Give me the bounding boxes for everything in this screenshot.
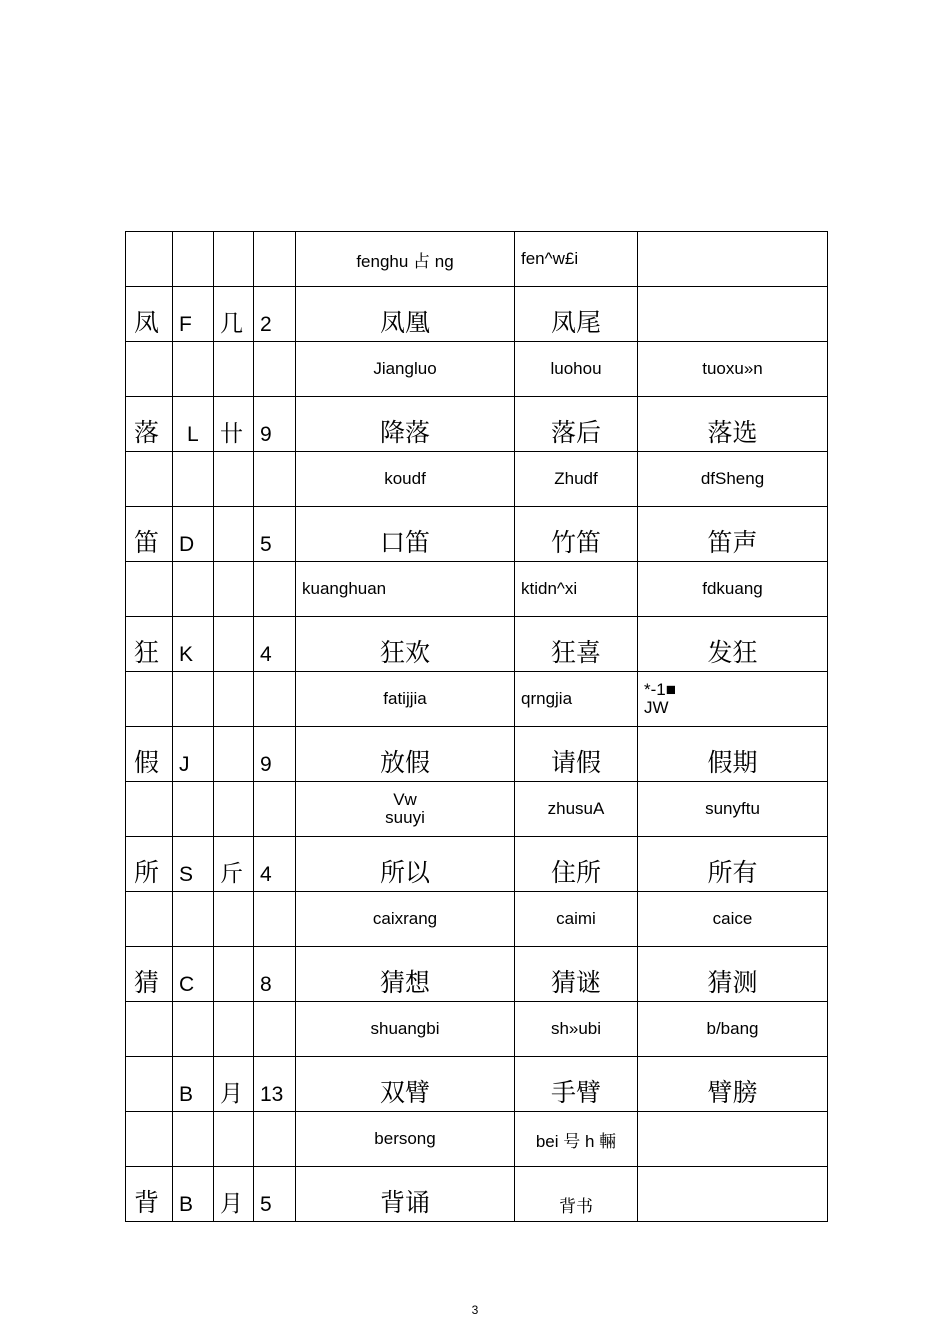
character-row [126, 287, 828, 342]
pinyin-cell-word-1: Vw suuyi [296, 782, 515, 837]
cell-word-3: 所有 [638, 837, 828, 892]
pinyin-cell-stroke-letter [173, 892, 214, 947]
cell-character: 假 [126, 727, 173, 782]
pinyin-cell-word-3: fdkuang [638, 562, 828, 617]
cell-stroke-count: 8 [254, 947, 296, 1002]
cell-radical [214, 617, 254, 672]
pinyin-cell-word-1: Jiangluo [296, 342, 515, 397]
character-row [126, 727, 828, 782]
cell-word-3: 猜测 [638, 947, 828, 1002]
cell-stroke-count: 5 [254, 507, 296, 562]
cell-word-2: 背书 [515, 1167, 638, 1222]
pinyin-cell-stroke-letter [173, 452, 214, 507]
pinyin-cell-stroke-letter [173, 232, 214, 287]
cell-word-2: 竹笛 [515, 507, 638, 562]
cell-stroke-letter: B [173, 1167, 214, 1222]
cell-word-3: 臂膀 [638, 1057, 828, 1112]
cell-stroke-count: 5 [254, 1167, 296, 1222]
pinyin-row [126, 342, 828, 397]
cell-stroke-letter: S [173, 837, 214, 892]
pinyin-cell-stroke-count [254, 782, 296, 837]
cell-word-1: 放假 [296, 727, 515, 782]
pinyin-cell-stroke-letter [173, 672, 214, 727]
pinyin-cell-word-3: caice [638, 892, 828, 947]
cell-character [126, 1057, 173, 1112]
pinyin-row [126, 892, 828, 947]
pinyin-cell-character [126, 892, 173, 947]
character-row [126, 507, 828, 562]
cell-word-3: 发狂 [638, 617, 828, 672]
cell-stroke-count: 13 [254, 1057, 296, 1112]
pinyin-cell-character [126, 782, 173, 837]
pinyin-cell-stroke-letter [173, 562, 214, 617]
cell-word-1: 所以 [296, 837, 515, 892]
cell-character: 笛 [126, 507, 173, 562]
character-row [126, 1167, 828, 1222]
cell-word-1: 凤凰 [296, 287, 515, 342]
cell-word-3: 笛声 [638, 507, 828, 562]
character-row [126, 947, 828, 1002]
cell-radical: 几 [214, 287, 254, 342]
pinyin-cell-word-1: caixrang [296, 892, 515, 947]
cell-character: 猜 [126, 947, 173, 1002]
pinyin-cell-radical [214, 892, 254, 947]
pinyin-cell-radical [214, 232, 254, 287]
cell-word-2: 请假 [515, 727, 638, 782]
pinyin-cell-character [126, 342, 173, 397]
pinyin-cell-radical [214, 452, 254, 507]
pinyin-cell-character [126, 1112, 173, 1167]
pinyin-cell-character [126, 452, 173, 507]
cell-stroke-letter: C [173, 947, 214, 1002]
pinyin-cell-word-2: ktidn^xi [515, 562, 638, 617]
cell-stroke-count: 9 [254, 397, 296, 452]
pinyin-cell-word-1: kuanghuan [296, 562, 515, 617]
pinyin-cell-word-2: zhusuA [515, 782, 638, 837]
pinyin-row [126, 672, 828, 727]
pinyin-row [126, 1002, 828, 1057]
pinyin-cell-stroke-count [254, 562, 296, 617]
cell-character: 凤 [126, 287, 173, 342]
cell-word-3: 假期 [638, 727, 828, 782]
pinyin-cell-stroke-letter [173, 1112, 214, 1167]
pinyin-cell-word-1: fenghu 占 ng [296, 232, 515, 287]
cell-word-1: 降落 [296, 397, 515, 452]
cell-word-2: 凤尾 [515, 287, 638, 342]
pinyin-row [126, 1112, 828, 1167]
cell-stroke-count: 4 [254, 837, 296, 892]
cell-stroke-letter: L [173, 397, 214, 452]
cell-radical: 斤 [214, 837, 254, 892]
cell-word-3 [638, 287, 828, 342]
pinyin-cell-word-2: fen^w£i [515, 232, 638, 287]
pinyin-cell-stroke-count [254, 232, 296, 287]
pinyin-cell-word-3 [638, 232, 828, 287]
pinyin-cell-stroke-count [254, 1002, 296, 1057]
cell-character: 狂 [126, 617, 173, 672]
pinyin-cell-radical [214, 562, 254, 617]
pinyin-cell-radical [214, 1002, 254, 1057]
cell-radical [214, 947, 254, 1002]
pinyin-cell-word-2: Zhudf [515, 452, 638, 507]
cell-word-2: 猜谜 [515, 947, 638, 1002]
cell-character: 落 [126, 397, 173, 452]
character-row [126, 617, 828, 672]
pinyin-cell-character [126, 562, 173, 617]
cell-stroke-count: 2 [254, 287, 296, 342]
cell-stroke-count: 4 [254, 617, 296, 672]
cell-radical [214, 727, 254, 782]
pinyin-cell-stroke-letter [173, 782, 214, 837]
cell-character: 背 [126, 1167, 173, 1222]
cell-stroke-letter: F [173, 287, 214, 342]
pinyin-cell-character [126, 672, 173, 727]
cell-word-2: 住所 [515, 837, 638, 892]
cell-word-1: 猜想 [296, 947, 515, 1002]
cell-word-1: 双臂 [296, 1057, 515, 1112]
cell-word-2: 狂喜 [515, 617, 638, 672]
page-number: 3 [471, 1303, 479, 1317]
pinyin-row [126, 452, 828, 507]
pinyin-cell-word-3: *-1■ JW [638, 672, 828, 727]
cell-stroke-letter: J [173, 727, 214, 782]
pinyin-cell-word-3: sunyftu [638, 782, 828, 837]
cell-stroke-letter: K [173, 617, 214, 672]
pinyin-cell-word-2: caimi [515, 892, 638, 947]
cell-stroke-count: 9 [254, 727, 296, 782]
cell-word-1: 狂欢 [296, 617, 515, 672]
cell-word-3 [638, 1167, 828, 1222]
character-row [126, 837, 828, 892]
pinyin-cell-radical [214, 782, 254, 837]
cell-word-2: 落后 [515, 397, 638, 452]
pinyin-row [126, 782, 828, 837]
pinyin-cell-stroke-letter [173, 1002, 214, 1057]
pinyin-cell-character [126, 232, 173, 287]
pinyin-cell-radical [214, 672, 254, 727]
pinyin-cell-word-3: tuoxu»n [638, 342, 828, 397]
pinyin-cell-radical [214, 342, 254, 397]
pinyin-cell-word-1: shuangbi [296, 1002, 515, 1057]
cell-character: 所 [126, 837, 173, 892]
pinyin-cell-word-3 [638, 1112, 828, 1167]
cell-word-3: 落选 [638, 397, 828, 452]
pinyin-cell-word-2: bei 号 h 輛 [515, 1112, 638, 1167]
pinyin-cell-stroke-letter [173, 342, 214, 397]
pinyin-cell-word-1: koudf [296, 452, 515, 507]
cell-radical: 卄 [214, 397, 254, 452]
pinyin-cell-radical [214, 1112, 254, 1167]
pinyin-cell-word-2: qrngjia [515, 672, 638, 727]
pinyin-row [126, 562, 828, 617]
pinyin-cell-stroke-count [254, 452, 296, 507]
vocabulary-table [125, 231, 828, 1222]
cell-radical: 月 [214, 1167, 254, 1222]
pinyin-row [126, 232, 828, 287]
cell-radical [214, 507, 254, 562]
pinyin-cell-word-2: luohou [515, 342, 638, 397]
pinyin-cell-stroke-count [254, 672, 296, 727]
cell-word-2: 手臂 [515, 1057, 638, 1112]
cell-stroke-letter: D [173, 507, 214, 562]
pinyin-cell-word-3: b/bang [638, 1002, 828, 1057]
pinyin-cell-stroke-count [254, 892, 296, 947]
cell-radical: 月 [214, 1057, 254, 1112]
cell-stroke-letter: B [173, 1057, 214, 1112]
pinyin-cell-word-1: fatijjia [296, 672, 515, 727]
cell-word-1: 口笛 [296, 507, 515, 562]
pinyin-cell-character [126, 1002, 173, 1057]
pinyin-cell-stroke-count [254, 342, 296, 397]
character-row [126, 397, 828, 452]
pinyin-cell-word-2: sh»ubi [515, 1002, 638, 1057]
pinyin-cell-stroke-count [254, 1112, 296, 1167]
character-row [126, 1057, 828, 1112]
pinyin-cell-word-1: bersong [296, 1112, 515, 1167]
pinyin-cell-word-3: dfSheng [638, 452, 828, 507]
cell-word-1: 背诵 [296, 1167, 515, 1222]
